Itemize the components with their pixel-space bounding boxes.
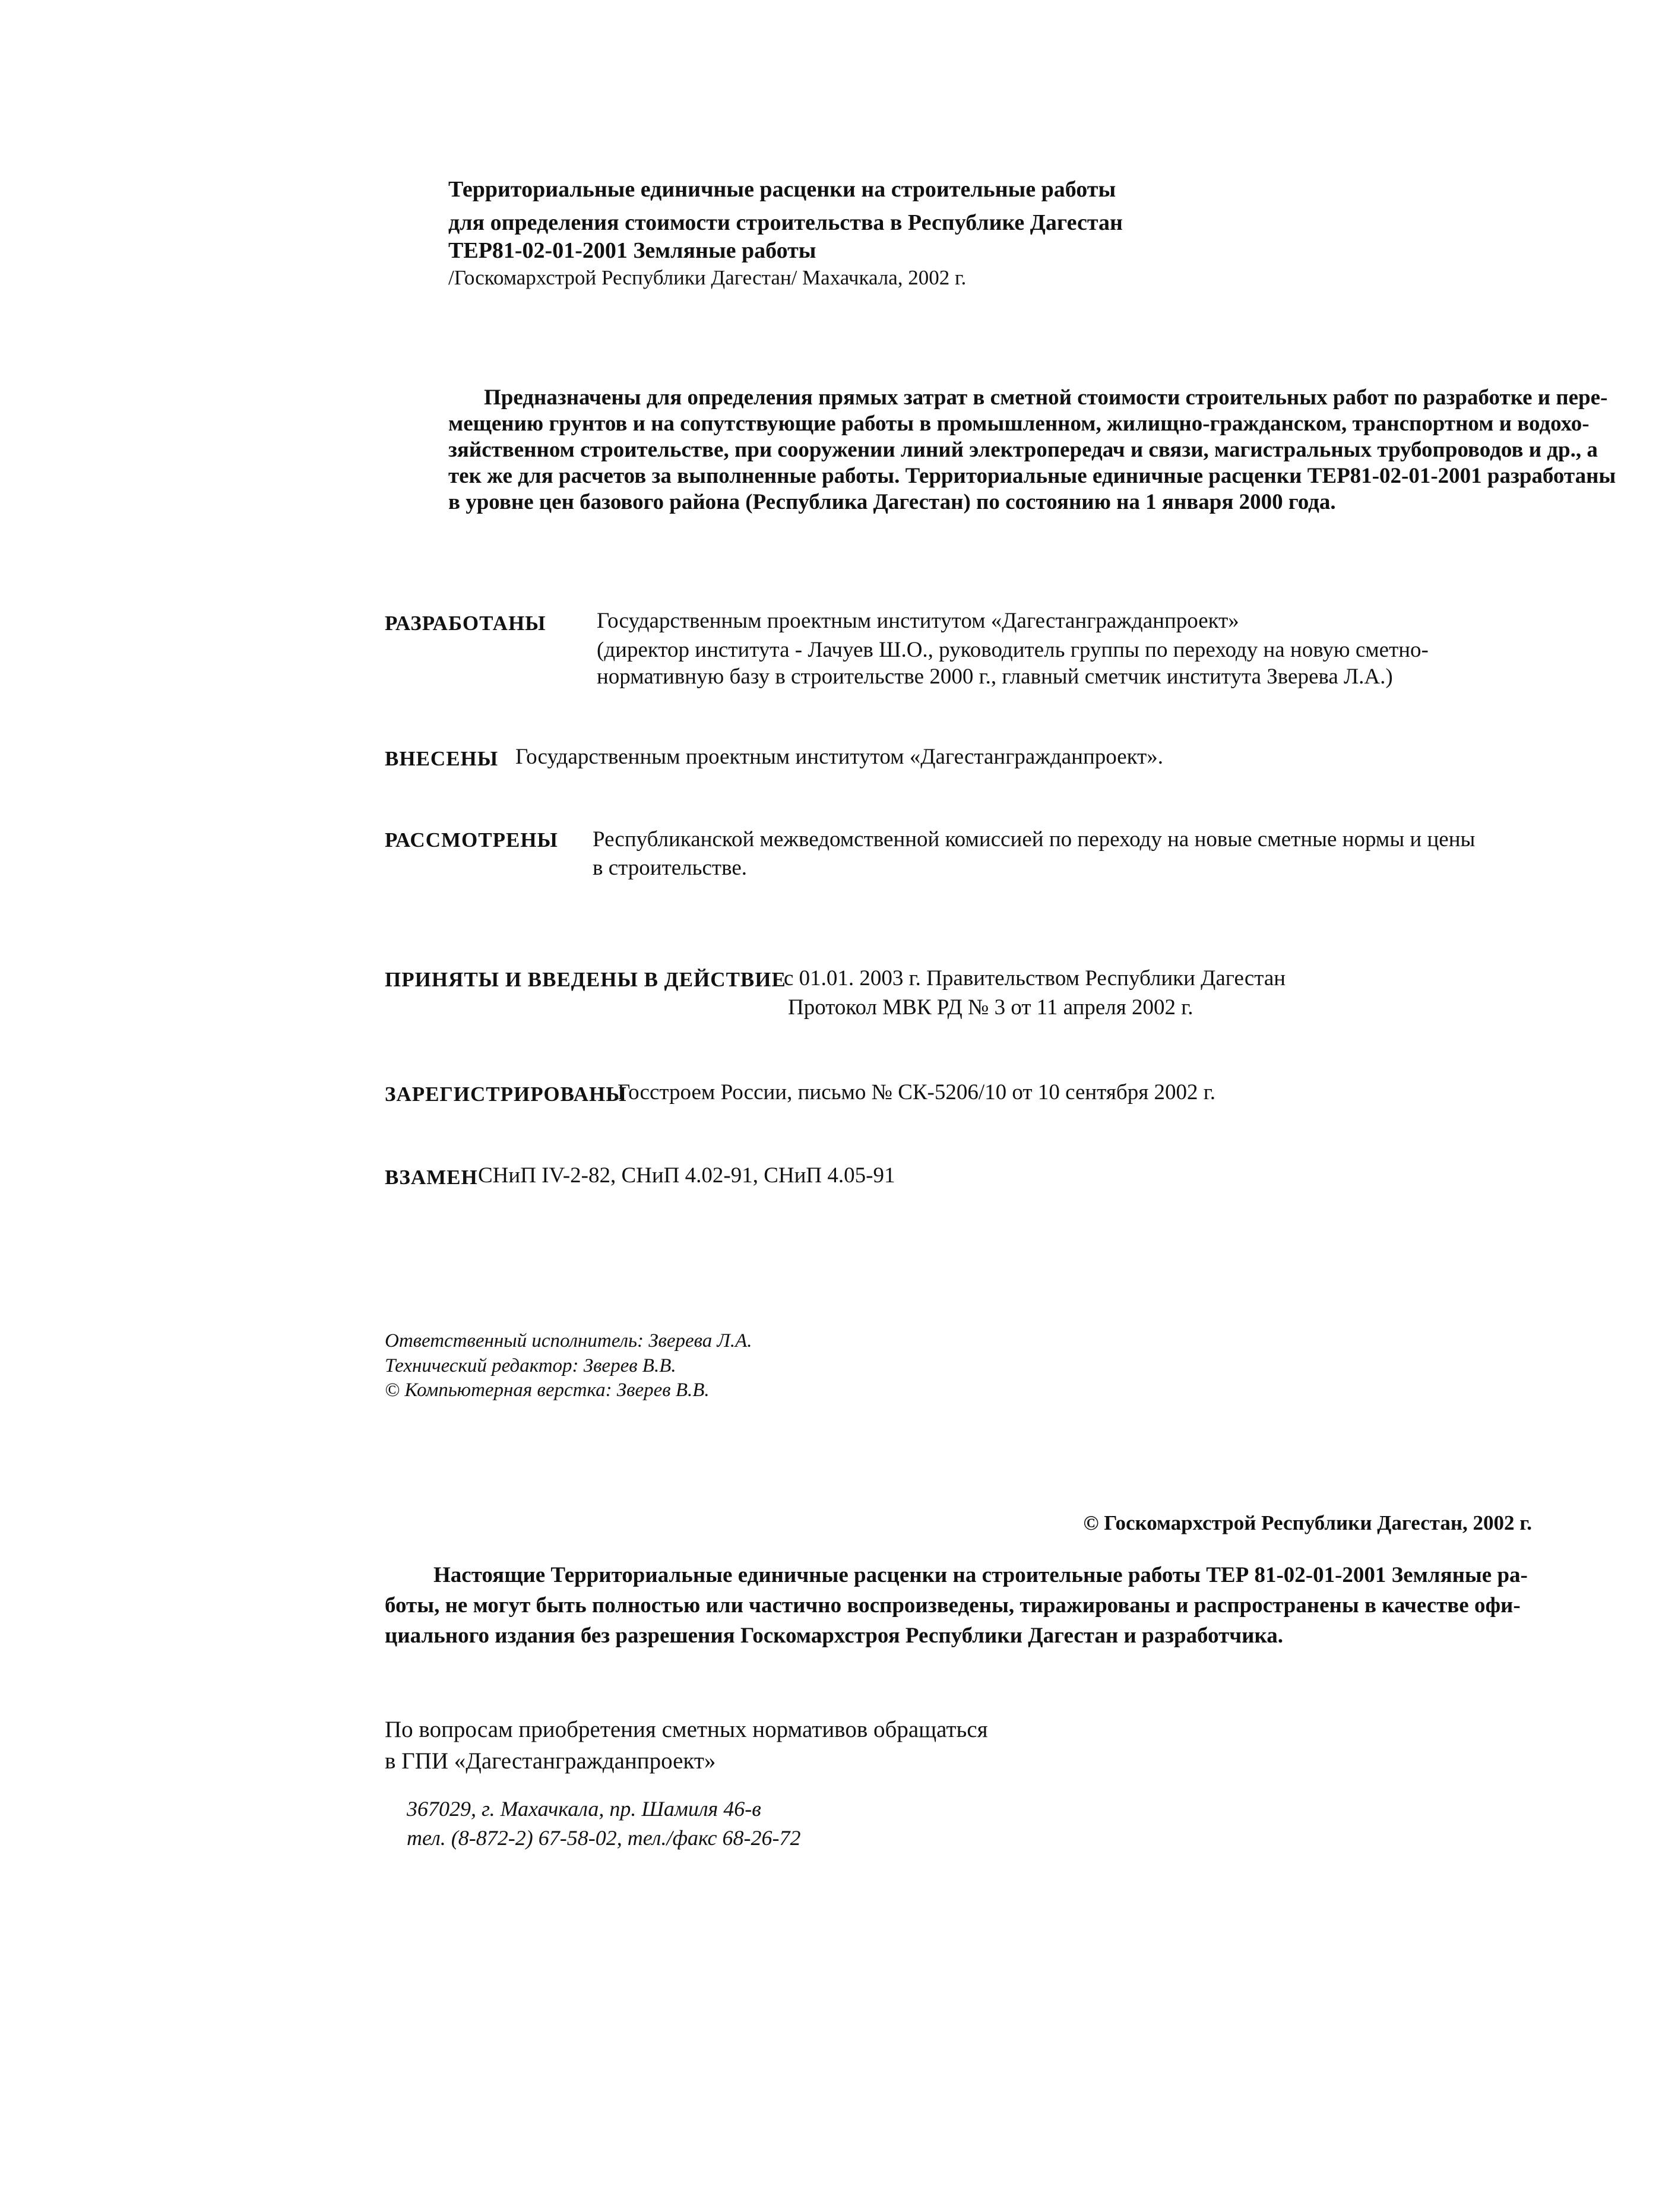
intro-line: в уровне цен базового района (Республика Дагестан) по состоянию на 1 января 2000 года. bbox=[448, 490, 1336, 514]
intro-paragraph bbox=[448, 385, 1616, 515]
adopted-value-1: с 01.01. 2003 г. Правительством Республики Дагестан bbox=[784, 966, 1286, 991]
contact-phones: тел. (8-872-2) 67-58-02, тел./факс 68-26-72 bbox=[407, 1826, 801, 1850]
staff-editor: Технический редактор: Зверев В.В. bbox=[385, 1355, 676, 1376]
title-line-1: Территориальные единичные расценки на строительные работы bbox=[448, 177, 1116, 202]
intro-line: тек же для расчетов за выполненные работы. Территориальные единичные расценки ТЕР81-02-01-2001 разработаны bbox=[448, 464, 1616, 488]
reviewed-value-1: Республиканской межведомственной комиссией по переходу на новые сметные нормы и цены bbox=[593, 827, 1476, 852]
submitted-value: Государственным проектным институтом «Дагестангражданпроект». bbox=[515, 745, 1164, 769]
contact-line-1: По вопросам приобретения сметных нормативов обращаться bbox=[385, 1717, 988, 1742]
title-line-3: ТЕР81-02-01-2001 Земляные работы bbox=[448, 238, 816, 263]
registered-label: ЗАРЕГИСТРИРОВАНЫ bbox=[385, 1083, 627, 1106]
copyright-line: © Госкомархстрой Республики Дагестан, 2002 г. bbox=[1083, 1511, 1532, 1534]
staff-executor: Ответственный исполнитель: Зверева Л.А. bbox=[385, 1330, 752, 1352]
replaces-value: СНиП IV-2-82, СНиП 4.02-91, СНиП 4.05-91 bbox=[478, 1163, 895, 1188]
reviewed-label: РАССМОТРЕНЫ bbox=[385, 828, 558, 852]
copyright-notice bbox=[385, 1560, 1538, 1651]
adopted-value-2: Протокол МВК РД № 3 от 11 апреля 2002 г. bbox=[788, 995, 1193, 1020]
publisher-line: /Госкомархстрой Республики Дагестан/ Махачкала, 2002 г. bbox=[448, 266, 967, 289]
intro-line: Предназначены для определения прямых затрат в сметной стоимости строительных работ по разработке и пере- bbox=[484, 385, 1608, 410]
intro-line: зяйственном строительстве, при сооружении линий электропередач и связи, магистральных трубопроводов и др., а bbox=[448, 438, 1598, 462]
developed-label: РАЗРАБОТАНЫ bbox=[385, 612, 546, 635]
replaces-label: ВЗАМЕН bbox=[385, 1166, 478, 1189]
reviewed-value-2: в строительстве. bbox=[593, 856, 748, 880]
notice-line: Настоящие Территориальные единичные расценки на строительные работы ТЕР 81-02-01-2001 Земляные ра- bbox=[433, 1563, 1528, 1587]
staff-layout: © Компьютерная верстка: Зверев В.В. bbox=[385, 1379, 710, 1401]
contact-line-2: в ГПИ «Дагестангражданпроект» bbox=[385, 1748, 716, 1774]
registered-value: Госстроем России, письмо № СК-5206/10 от 10 сентября 2002 г. bbox=[618, 1080, 1215, 1105]
developed-value-2: (директор института - Лачуев Ш.О., руководитель группы по переходу на новую сметно- bbox=[597, 638, 1429, 662]
notice-line: боты, не могут быть полностью или частично воспроизведены, тиражированы и распространены в качестве офи- bbox=[385, 1593, 1521, 1618]
adopted-label: ПРИНЯТЫ И ВВЕДЕНЫ В ДЕЙСТВИЕ bbox=[385, 968, 786, 991]
title-line-2: для определения стоимости строительства в Республике Дагестан bbox=[448, 210, 1123, 235]
developed-value-3: нормативную базу в строительстве 2000 г., главный сметчик института Зверева Л.А.) bbox=[597, 664, 1393, 689]
developed-value-1: Государственным проектным институтом «Дагестангражданпроект» bbox=[597, 609, 1239, 633]
intro-line: мещению грунтов и на сопутствующие работы в промышленном, жилищно-гражданском, транспортном и водохо- bbox=[448, 412, 1590, 436]
notice-line: циального издания без разрешения Госкомархстроя Республики Дагестан и разработчика. bbox=[385, 1624, 1283, 1648]
contact-address: 367029, г. Махачкала, пр. Шамиля 46-в bbox=[407, 1797, 761, 1821]
submitted-label: ВНЕСЕНЫ bbox=[385, 747, 499, 770]
